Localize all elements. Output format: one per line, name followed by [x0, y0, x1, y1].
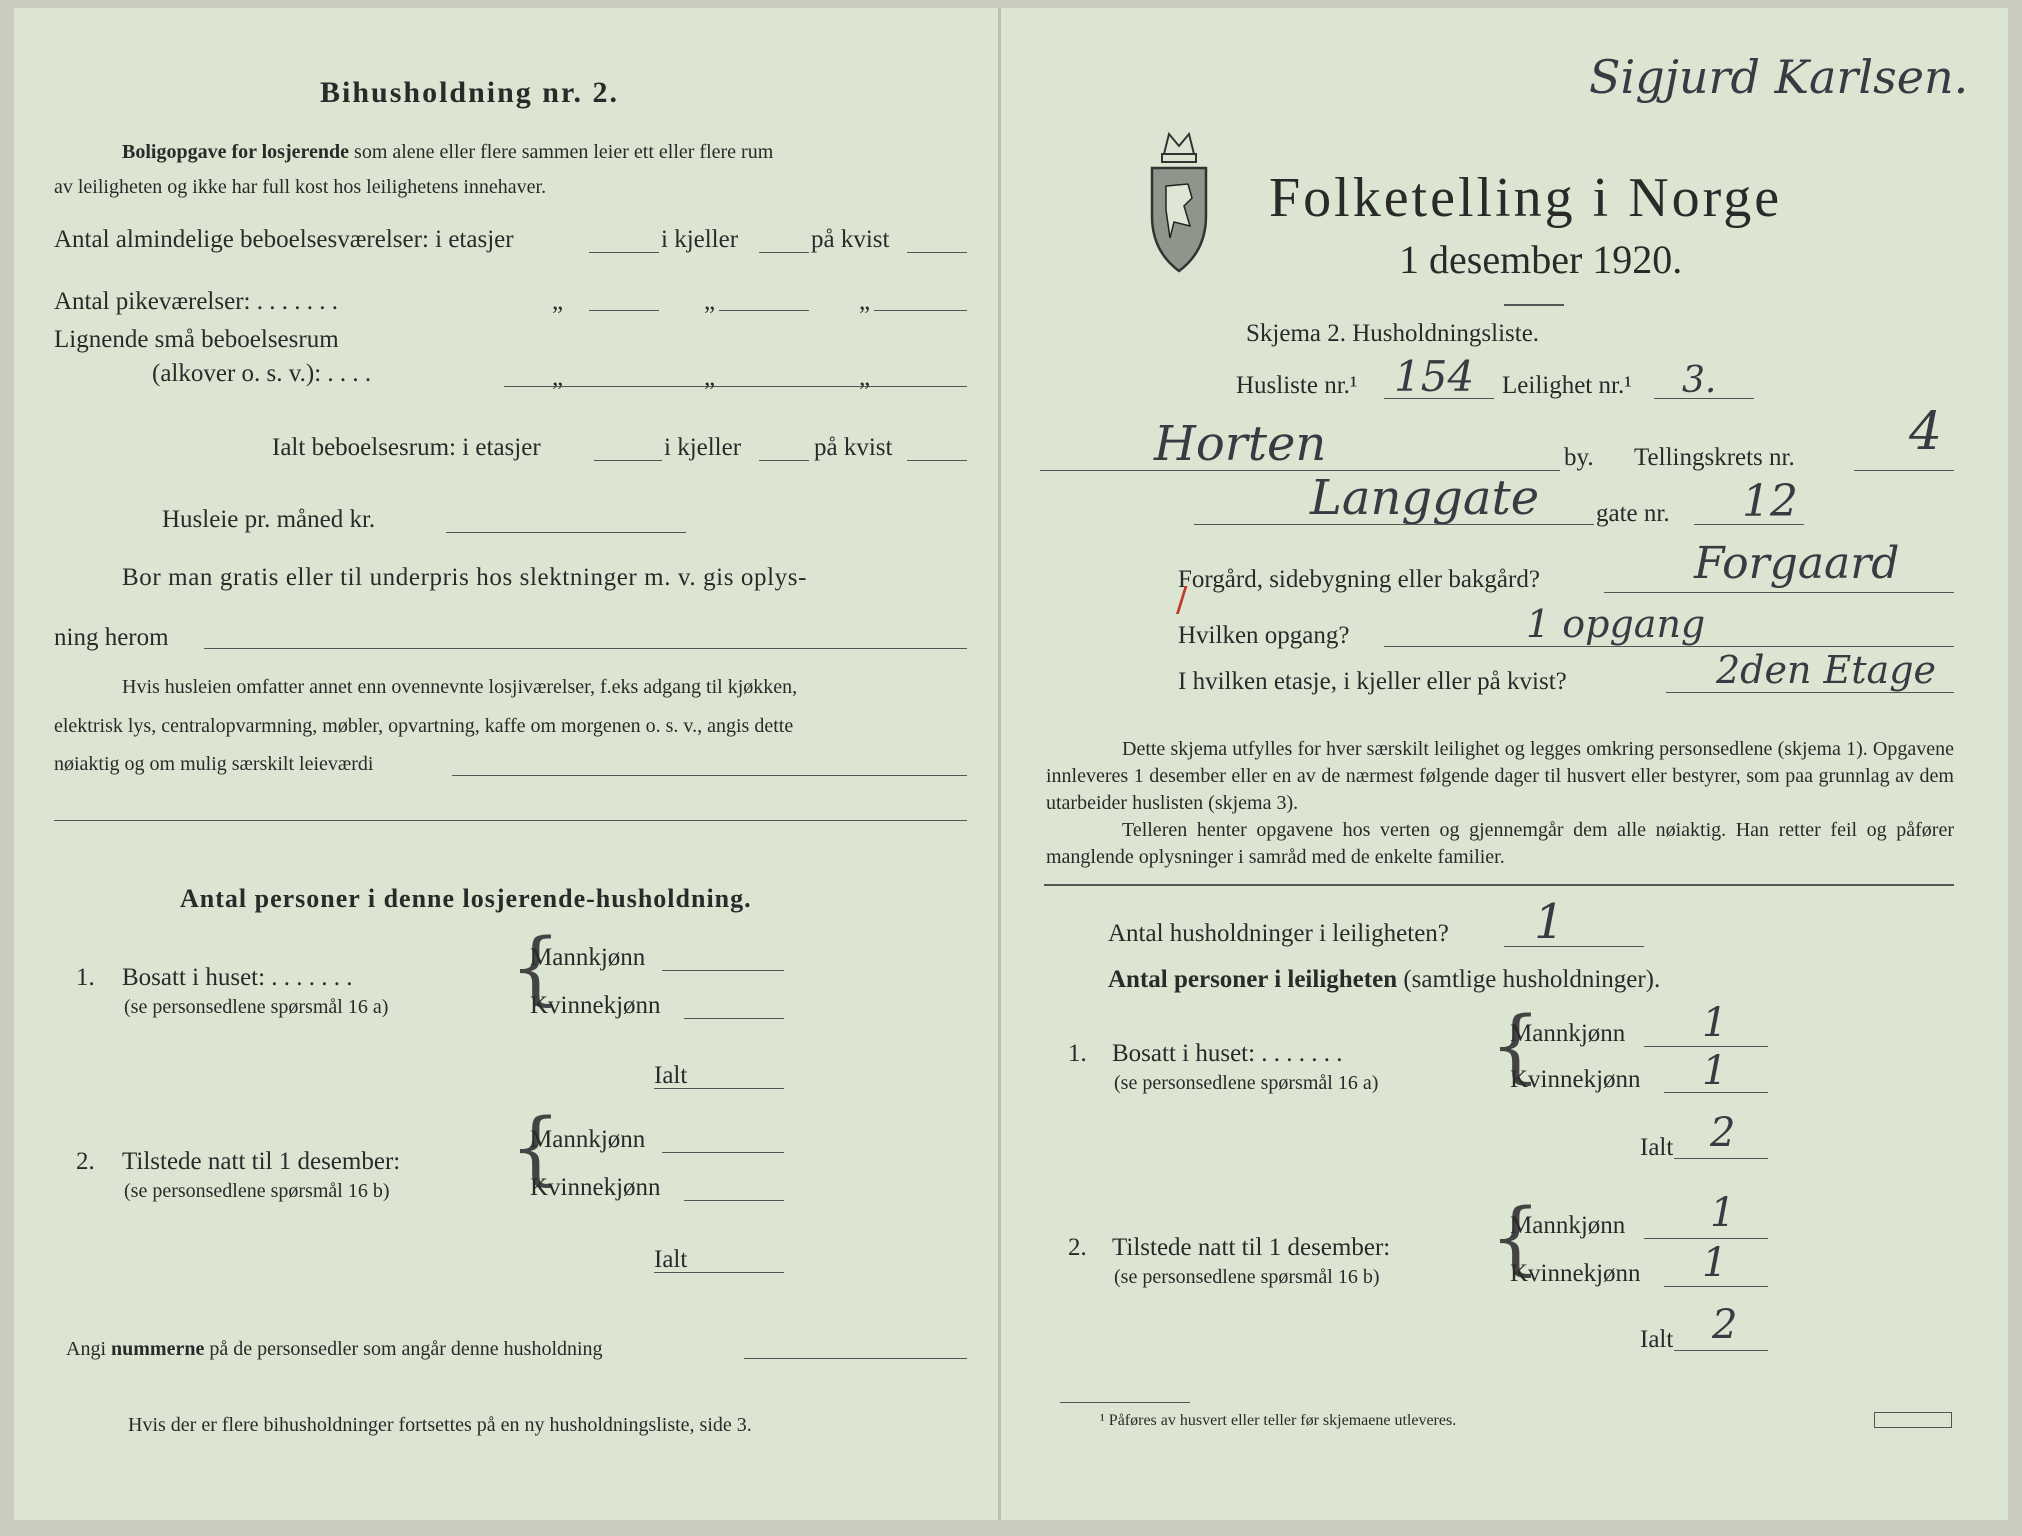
left-q1-kvinne-label: Kvinnekjønn [530, 992, 661, 1019]
households-label: Antal husholdninger i leiligheten? [1108, 920, 1449, 947]
left-q2-mann-field[interactable] [662, 1152, 784, 1153]
right-q1-brace: { [1490, 999, 1541, 1092]
gate-field [1194, 524, 1594, 525]
ialt-kvist-label: på kvist [814, 434, 893, 461]
left-q1-mann-label: Mannkjønn [530, 944, 646, 971]
opgang-label: Hvilken opgang? [1178, 622, 1350, 649]
persons-heading-rest: (samtlige husholdninger). [1397, 966, 1661, 993]
numbers-label-b: nummerne [111, 1338, 205, 1360]
includes-field-2[interactable] [54, 820, 967, 821]
pike-kvist-field[interactable] [874, 310, 967, 311]
left-intro [122, 141, 773, 164]
coat-of-arms-icon [1144, 126, 1214, 276]
left-q2-brace: { [510, 1101, 561, 1194]
ialt-rooms-label: Ialt beboelsesrum: i etasjer [272, 434, 541, 461]
right-q1-mann-value[interactable]: 1 [1702, 1000, 1728, 1046]
free-text-2: ning herom [54, 624, 169, 651]
left-q2-kvinne-field[interactable] [684, 1200, 784, 1201]
pike-label: Antal pikeværelser: . . . . . . . [54, 288, 338, 315]
right-q2-num: 2. [1068, 1234, 1087, 1261]
intro-bold: Boligopgave for losjerende [122, 141, 350, 163]
instructions-1: Dette skjema utfylles for hver særskilt leilighet og legges omkring personsedlene (skjema 1). Opgavene innleveres 1 desember eller en av de nærmest følgende dager til husvert eller bestyrer, som paa grunnlag av dem utarbeider huslisten (skjema 3). [1046, 738, 1954, 814]
instructions-rule [1044, 884, 1954, 886]
right-q1-ialt-label: Ialt [1640, 1134, 1674, 1161]
includes-2: elektrisk lys, centralopvarmning, møbler, opvartning, kaffe om morgenen o. s. v., angis dette [54, 715, 794, 737]
small-ditto-1: „ [552, 364, 564, 391]
left-q1-ialt-label: Ialt [654, 1062, 688, 1089]
by-value[interactable]: Horten [1154, 416, 1327, 472]
left-q1-kvinne-field[interactable] [684, 1018, 784, 1019]
right-q2-kvinne-value[interactable]: 1 [1702, 1240, 1728, 1286]
ialt-kvist-field[interactable] [907, 460, 967, 461]
right-q2-kvinne-label: Kvinnekjønn [1510, 1260, 1641, 1287]
title-rule [1504, 304, 1564, 306]
left-intro-line2: av leiligheten og ikke har full kost hos leilighetens innehaver. [54, 176, 547, 198]
ialt-kjeller-field[interactable] [759, 460, 809, 461]
left-q1-brace: { [510, 921, 561, 1014]
ialt-kjeller-label: i kjeller [664, 434, 742, 461]
pike-ditto-1: „ [552, 288, 564, 315]
left-footer: Hvis der er flere bihusholdninger fortsettes på en ny husholdningsliste, side 3. [128, 1414, 752, 1436]
opgang-field [1384, 646, 1954, 647]
right-q1-sub: (se personsedlene spørsmål 16 a) [1114, 1072, 1379, 1094]
left-q2-mann-label: Mannkjønn [530, 1126, 646, 1153]
etasje-label: I hvilken etasje, i kjeller eller på kvist? [1178, 668, 1567, 695]
form-date: 1 desember 1920. [1399, 237, 1683, 282]
right-q1-kvinne-label: Kvinnekjønn [1510, 1066, 1641, 1093]
numbers-label-c: på de personsedler som angår denne husholdning [204, 1338, 603, 1360]
right-q1-mann-field [1644, 1046, 1768, 1047]
households-field [1504, 946, 1644, 947]
printer-stamp [1874, 1412, 1952, 1428]
gate-nr-field [1694, 524, 1804, 525]
right-q2-ialt-label: Ialt [1640, 1326, 1674, 1353]
gate-value[interactable]: Langgate [1310, 470, 1540, 526]
census-form-sheet [14, 8, 2008, 1520]
left-q2-sub: (se personsedlene spørsmål 16 b) [124, 1180, 390, 1202]
left-q1-sub: (se personsedlene spørsmål 16 a) [124, 996, 389, 1018]
leilighet-field [1654, 398, 1754, 399]
small-rooms-field[interactable] [504, 386, 967, 387]
left-heading: Bihusholdning nr. 2. [320, 76, 620, 109]
handwritten-name: Sigjurd Karlsen. [1589, 50, 1969, 104]
rooms-kjeller-label: i kjeller [661, 226, 739, 253]
rooms-kvist-label: på kvist [811, 226, 890, 253]
right-q2-mann-label: Mannkjønn [1510, 1212, 1626, 1239]
husliste-field [1384, 398, 1494, 399]
right-q1-num: 1. [1068, 1040, 1087, 1067]
schema-label: Skjema 2. Husholdningsliste. [1246, 320, 1540, 347]
right-q1-mann-label: Mannkjønn [1510, 1020, 1626, 1047]
leilighet-value[interactable]: 3. [1682, 360, 1717, 401]
rooms-kvist-field[interactable] [907, 252, 967, 253]
gate-nr-value[interactable]: 12 [1742, 476, 1798, 527]
krets-value[interactable]: 4 [1909, 402, 1943, 462]
left-q2-label: Tilstede natt til 1 desember: [122, 1148, 401, 1175]
right-q2-brace: { [1490, 1191, 1541, 1284]
right-q2-label: Tilstede natt til 1 desember: [1112, 1234, 1391, 1261]
forgaard-field [1604, 592, 1954, 593]
intro-rest: som alene eller flere sammen leier ett eller flere rum [349, 141, 774, 163]
right-q1-kvinne-value[interactable]: 1 [1702, 1048, 1728, 1094]
krets-label: Tellingskrets nr. [1634, 444, 1795, 471]
forgaard-label: Forgård, sidebygning eller bakgård? [1178, 566, 1540, 593]
rent-field[interactable] [446, 532, 686, 533]
rent-label: Husleie pr. måned kr. [162, 506, 376, 533]
right-q2-kvinne-field [1664, 1286, 1768, 1287]
left-q2-num: 2. [76, 1148, 95, 1175]
left-q2-kvinne-label: Kvinnekjønn [530, 1174, 661, 1201]
free-text: Bor man gratis eller til underpris hos slektninger m. v. gis oplys- [122, 564, 808, 591]
by-label: by. [1564, 444, 1594, 471]
instructions-2: Telleren henter opgavene hos verten og gjennemgår dem alle nøiaktig. Han retter feil og påfører manglende oplysninger i samråd med de enkelte familier. [1046, 819, 1954, 868]
etasje-value[interactable]: 2den Etage [1716, 648, 1937, 692]
rooms-etasjer-field[interactable] [589, 252, 659, 253]
ialt-etasjer-field[interactable] [594, 460, 662, 461]
left-q1-num: 1. [76, 964, 95, 991]
left-q2-ialt-field[interactable] [654, 1272, 784, 1273]
numbers-label [66, 1338, 603, 1361]
red-check-mark: / [1176, 580, 1188, 620]
right-q2-sub: (se personsedlene spørsmål 16 b) [1114, 1266, 1380, 1288]
small-ditto-2: „ [704, 364, 716, 391]
husliste-value[interactable]: 154 [1394, 352, 1475, 401]
page-fold [998, 8, 1001, 1520]
includes-field[interactable] [452, 775, 967, 776]
persons-heading-bold: Antal personer i leiligheten [1108, 966, 1398, 993]
footnote-rule [1060, 1402, 1190, 1403]
includes-1: Hvis husleien omfatter annet enn ovennevnte losjiværelser, f.eks adgang til kjøkken, [122, 676, 798, 698]
small-rooms-label-1: Lignende små beboelsesrum [54, 326, 339, 353]
numbers-label-a: Angi [66, 1338, 111, 1360]
footnote: ¹ Påføres av husvert eller teller før skjemaene utleveres. [1100, 1412, 1457, 1429]
right-q2-mann-field [1644, 1238, 1768, 1239]
includes-3: nøiaktig og om mulig særskilt leieværdi [54, 753, 374, 775]
left-q1-mann-field[interactable] [662, 970, 784, 971]
rooms-kjeller-field[interactable] [759, 252, 809, 253]
free-field[interactable] [204, 648, 967, 649]
pike-kjeller-field[interactable] [719, 310, 809, 311]
left-q1-ialt-field[interactable] [654, 1088, 784, 1089]
right-q1-ialt-field [1674, 1158, 1768, 1159]
husliste-label: Husliste nr.¹ [1236, 372, 1358, 399]
small-ditto-3: „ [859, 364, 871, 391]
pike-etasjer-field[interactable] [589, 310, 659, 311]
right-q1-ialt-value[interactable]: 2 [1710, 1110, 1736, 1156]
rooms-label: Antal almindelige beboelsesværelser: i etasjer [54, 226, 514, 253]
etasje-field [1666, 692, 1954, 693]
small-rooms-label-2: (alkover o. s. v.): . . . . [152, 360, 372, 387]
gate-label: gate nr. [1596, 500, 1670, 527]
right-q2-ialt-field [1674, 1350, 1768, 1351]
right-q2-mann-value[interactable]: 1 [1710, 1190, 1736, 1236]
krets-field [1854, 470, 1954, 471]
right-q1-kvinne-field [1664, 1092, 1768, 1093]
left-persons-heading: Antal personer i denne losjerende-husholdning. [180, 884, 752, 913]
opgang-value[interactable]: 1 opgang [1526, 602, 1706, 646]
left-q2-ialt-label: Ialt [654, 1246, 688, 1273]
form-title: Folketelling i Norge [1269, 167, 1783, 229]
right-persons-heading [1108, 966, 1660, 994]
left-q1-label: Bosatt i huset: . . . . . . . [122, 964, 353, 991]
pike-ditto-3: „ [859, 288, 871, 315]
right-q2-ialt-value[interactable]: 2 [1712, 1302, 1738, 1348]
pike-ditto-2: „ [704, 288, 716, 315]
leilighet-label: Leilighet nr.¹ [1502, 372, 1632, 399]
households-value[interactable]: 1 [1534, 894, 1565, 950]
right-q1-label: Bosatt i huset: . . . . . . . [1112, 1040, 1343, 1067]
forgaard-value[interactable]: Forgaard [1694, 538, 1900, 589]
numbers-field[interactable] [744, 1358, 967, 1359]
